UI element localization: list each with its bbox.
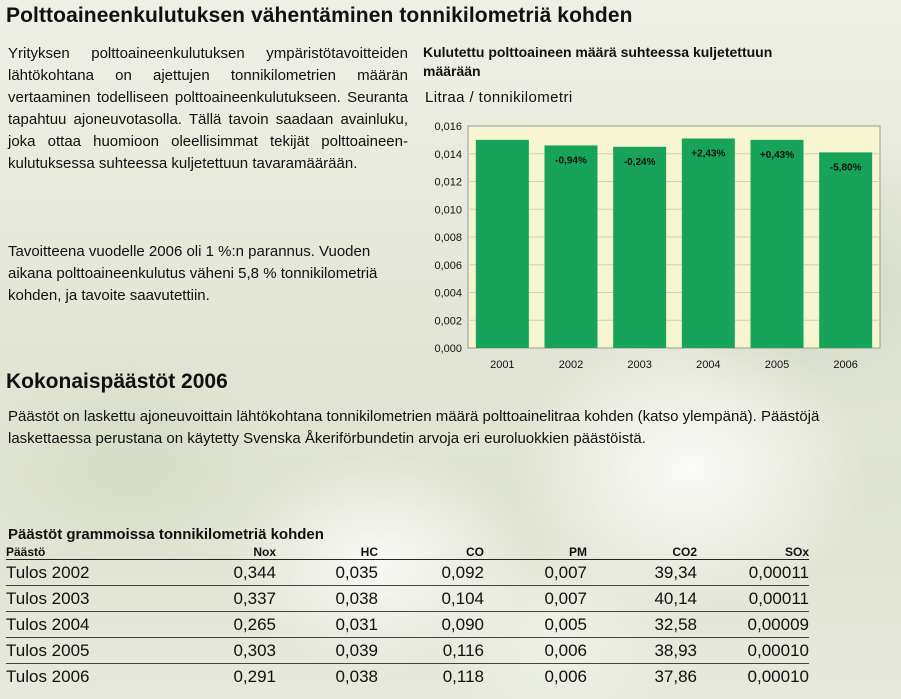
bar-data-label: -5,80% [829,162,862,174]
x-tick-label: 2005 [764,359,790,371]
table-cell: 40,14 [587,586,697,612]
table-cell: 0,104 [378,586,484,612]
y-tick-label: 0,014 [434,148,462,161]
header-cell: SOx [697,545,809,560]
x-tick-label: 2006 [833,359,858,371]
section-title-fuel: Polttoaineenkulutuksen vähentäminen tonnikilometriä kohden [6,4,633,27]
table-cell: 0,291 [233,666,276,686]
table-cell: 0,00011 [697,560,809,586]
fuel-paragraph-2: Tavoitteena vuodelle 2006 oli 1 %:n parannus. Vuoden aikana polttoaineenkulutus väheni 5,8 % tonnikilometriä kohden, ja tavoite saavutettiin. [8,243,378,304]
chart-title: Kulutettu polttoaineen määrä suhteessa kuljetettuun määrään [423,44,773,79]
y-tick-label: 0,010 [434,204,462,217]
table-cell: 37,86 [654,666,697,686]
x-tick-label: 2002 [558,359,584,371]
header-cell: Nox [151,545,276,560]
table-cell: 32,58 [587,612,697,638]
table-cell: 0,303 [151,638,276,664]
table-cell: 0,005 [484,612,587,638]
fuel-paragraph-1: Yrityksen polttoaineenkulutuksen ympäristötavoitteiden lähtökohtana on ajettujen tonnikilometrien määrän vertaaminen todelliseen polttoaineenkulutukseen. Seuranta tapahtuu ajoneuvotasolla. Tällä tavoin saadaan avainluku, joka ottaa huomioon oleellisimmat tekijät polttoaineen-kulutuksessa suhteessa kuljetettuun tavaramäärään. [8,45,408,172]
table-cell: 0,00010 [697,638,809,664]
bar [751,140,804,348]
table-row [6,586,809,612]
y-tick-label: 0,016 [434,121,462,133]
header-cell: HC [276,545,378,560]
y-tick-label: 0,006 [434,259,462,272]
bar [682,138,735,348]
y-tick-label: 0,004 [434,287,462,300]
section-title-emissions: Kokonaispäästöt 2006 [6,370,228,393]
table-cell: 0,00009 [697,612,809,638]
emissions-table-title: Päästöt grammoissa tonnikilometriä kohden [8,526,324,543]
fuel-consumption-bar-chart [410,115,890,377]
bar [819,152,872,348]
emissions-table [6,545,809,689]
header-cell: CO [378,545,484,560]
y-tick-label: 0,008 [434,232,462,244]
table-cell: Tulos 2002 [6,560,151,586]
y-tick-label: 0,012 [434,176,462,189]
table-cell: 0,038 [276,586,378,612]
table-header-row [6,545,809,560]
bar [613,147,666,348]
table-cell: Tulos 2003 [6,586,151,612]
table-cell: Tulos 2005 [6,638,151,664]
table-cell: 0,337 [151,586,276,612]
table-cell: 0,00011 [697,586,809,612]
table-row [6,664,809,690]
header-cell: PM [484,545,587,560]
table-cell: 0,006 [544,666,587,686]
table-cell: 0,006 [484,638,587,664]
table-cell: 0,090 [378,612,484,638]
table-cell: Tulos 2006 [6,666,90,686]
header-cell: Päästö [6,545,151,560]
x-tick-label: 2001 [490,359,515,371]
bar [476,140,529,348]
x-tick-label: 2003 [627,359,652,371]
bar-data-label: +2,43% [691,148,726,160]
table-cell: 0,007 [484,560,587,586]
table-cell: 0,038 [335,666,378,686]
table-cell: 0,031 [276,612,378,638]
table-cell: 38,93 [587,638,697,664]
table-cell: 0,039 [276,638,378,664]
table-row [6,560,809,586]
table-cell: 0,344 [151,560,276,586]
table-row [6,638,809,664]
emissions-paragraph: Päästöt on laskettu ajoneuvoittain lähtökohtana tonnikilometrien määrä polttoainelitraa kohden (katso ylempänä). Päästöjä laskettaessa perustana on käytetty Svenska Åkeriförbundetin arvoja eri euroluokkien päästöistä. [8,408,820,447]
header-cell: CO2 [587,545,697,560]
table-cell: 0,118 [442,666,484,686]
table-cell: Tulos 2004 [6,612,151,638]
table-cell: 0,007 [484,586,587,612]
bar-data-label: -0,94% [555,155,587,167]
table-cell: 0,035 [276,560,378,586]
chart-y-axis-label: Litraa / tonnikilometri [425,89,573,106]
y-tick-label: 0,002 [434,315,462,328]
y-tick-label: 0,000 [434,343,462,355]
table-cell: 0,092 [378,560,484,586]
table-cell: 0,116 [378,638,484,664]
table-cell: 39,34 [587,560,697,586]
table-cell: 0,00010 [747,666,809,686]
x-tick-label: 2004 [696,359,721,371]
bar-data-label: +0,43% [759,149,795,161]
table-row [6,612,809,638]
bar-data-label: -0,24% [623,156,656,168]
table-cell: 0,265 [151,612,276,638]
bar [545,145,598,348]
